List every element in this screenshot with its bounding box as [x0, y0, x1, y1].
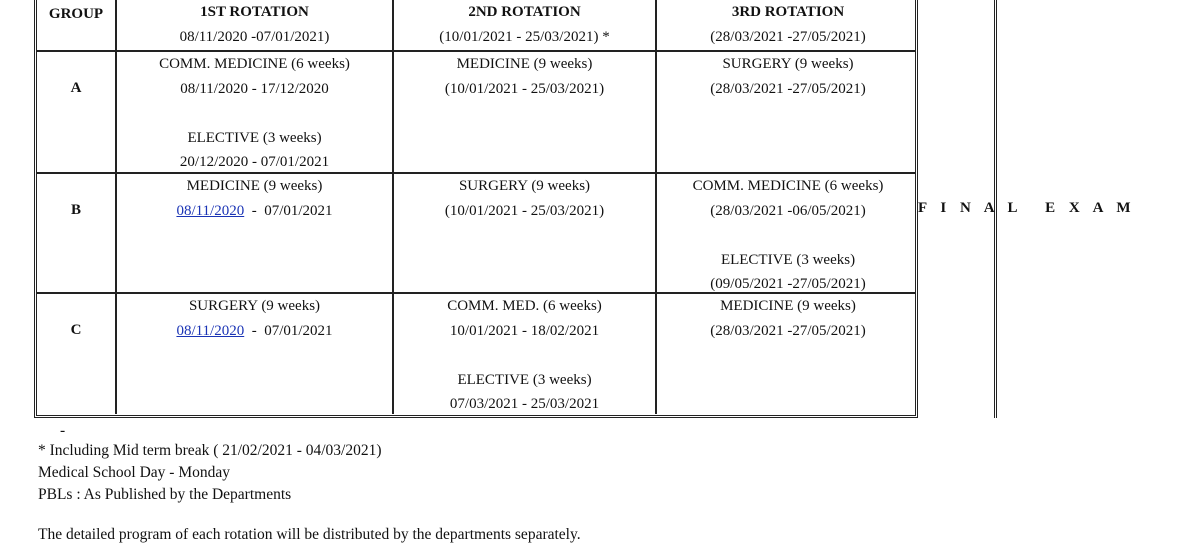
posting-dates: 07/03/2021 - 25/03/2021: [449, 396, 600, 412]
end-date-text: - 07/01/2021: [244, 202, 333, 219]
group-a-rotation-2: [394, 52, 655, 172]
column-divider: [655, 294, 657, 414]
notes-section: [38, 422, 581, 546]
posting-name: MEDICINE (9 weeks): [186, 178, 323, 194]
group-a-rotation-3: [657, 52, 919, 172]
posting-name: COMM. MED. (6 weeks): [447, 298, 602, 314]
group-c-cell: [37, 294, 115, 414]
posting-dates: 20/12/2020 - 07/01/2021: [179, 154, 330, 170]
group-label: A: [70, 80, 82, 96]
header-group-label: GROUP: [48, 6, 104, 22]
group-b-rotation-1: [117, 174, 392, 292]
group-c-rotation-3: [657, 294, 919, 414]
note-school-day: Medical School Day - Monday: [38, 464, 230, 481]
group-b-cell: [37, 174, 115, 292]
column-divider: [115, 174, 117, 292]
table-row-group-b: [37, 174, 915, 294]
column-divider: [655, 174, 657, 292]
dash-mark: -: [60, 422, 66, 439]
table-row-group-a: [37, 52, 915, 174]
rotation-table: [34, 0, 918, 418]
posting-dates: (28/03/2021 -27/05/2021): [710, 80, 866, 97]
final-word: F I N A L: [918, 200, 1022, 216]
group-b-rotation-3: [657, 174, 919, 292]
column-divider: [115, 0, 117, 50]
posting-name: COMM. MEDICINE (6 weeks): [159, 56, 350, 72]
column-divider: [392, 294, 394, 414]
posting-dates: (10/01/2021 - 25/03/2021): [444, 202, 605, 219]
group-a-cell: [37, 52, 115, 172]
header-rotation-1: [117, 0, 392, 50]
posting-name: SURGERY (9 weeks): [188, 298, 321, 314]
note-pbls: PBLs : As Published by the Departments: [38, 486, 292, 503]
column-divider: [392, 0, 394, 50]
start-date-link[interactable]: 08/11/2020: [176, 202, 245, 219]
column-divider: [655, 52, 657, 172]
header-rotation-3: [657, 0, 919, 50]
rotation-3-title: 3RD ROTATION: [731, 4, 845, 20]
rotation-1-dates: 08/11/2020 -07/01/2021): [179, 28, 330, 45]
posting-dates: (28/03/2021 -27/05/2021): [710, 322, 866, 339]
note-midterm-break: * Including Mid term break ( 21/02/2021 - 04/03/2021): [38, 442, 382, 459]
group-b-rotation-2: [394, 174, 655, 292]
note-detailed-program: The detailed program of each rotation will be distributed by the departments separately.: [38, 526, 581, 543]
posting-dates: (09/05/2021 -27/05/2021): [710, 276, 866, 292]
group-c-rotation-1: [117, 294, 392, 414]
posting-dates: [117, 199, 392, 224]
start-date-link[interactable]: 08/11/2020: [176, 322, 245, 339]
column-divider: [392, 52, 394, 172]
posting-dates: 08/11/2020 - 17/12/2020: [180, 80, 329, 97]
end-date-text: - 07/01/2021: [244, 322, 333, 339]
posting-name: SURGERY (9 weeks): [722, 56, 854, 72]
posting-name: ELECTIVE (3 weeks): [187, 129, 322, 146]
header-group-cell: [37, 0, 115, 50]
final-exam-label: [918, 200, 1136, 217]
posting-name: ELECTIVE (3 weeks): [457, 371, 592, 388]
posting-name: MEDICINE (9 weeks): [456, 56, 593, 72]
rotation-2-title: 2ND ROTATION: [468, 4, 581, 20]
posting-name: ELECTIVE (3 weeks): [720, 251, 856, 268]
rotation-2-dates: (10/01/2021 - 25/03/2021) *: [439, 28, 610, 45]
posting-dates: 10/01/2021 - 18/02/2021: [449, 322, 600, 339]
header-rotation-2: [394, 0, 655, 50]
group-a-rotation-1: [117, 52, 392, 172]
posting-dates: (28/03/2021 -06/05/2021): [710, 202, 866, 219]
column-divider: [115, 52, 117, 172]
posting-name: SURGERY (9 weeks): [458, 178, 591, 194]
rotation-1-title: 1ST ROTATION: [200, 4, 309, 20]
table-row-group-c: [37, 294, 915, 414]
column-divider: [115, 294, 117, 414]
table-header-row: [37, 0, 915, 52]
posting-dates: [117, 319, 392, 344]
group-label: B: [70, 202, 81, 218]
group-c-rotation-2: [394, 294, 655, 414]
group-label: C: [70, 322, 82, 338]
posting-dates: (10/01/2021 - 25/03/2021): [444, 80, 605, 97]
posting-name: COMM. MEDICINE (6 weeks): [692, 178, 884, 194]
rotation-3-dates: (28/03/2021 -27/05/2021): [710, 28, 866, 45]
exam-word: E X A M: [1045, 200, 1136, 216]
column-divider: [655, 0, 657, 50]
posting-name: MEDICINE (9 weeks): [720, 298, 856, 314]
column-divider: [392, 174, 394, 292]
